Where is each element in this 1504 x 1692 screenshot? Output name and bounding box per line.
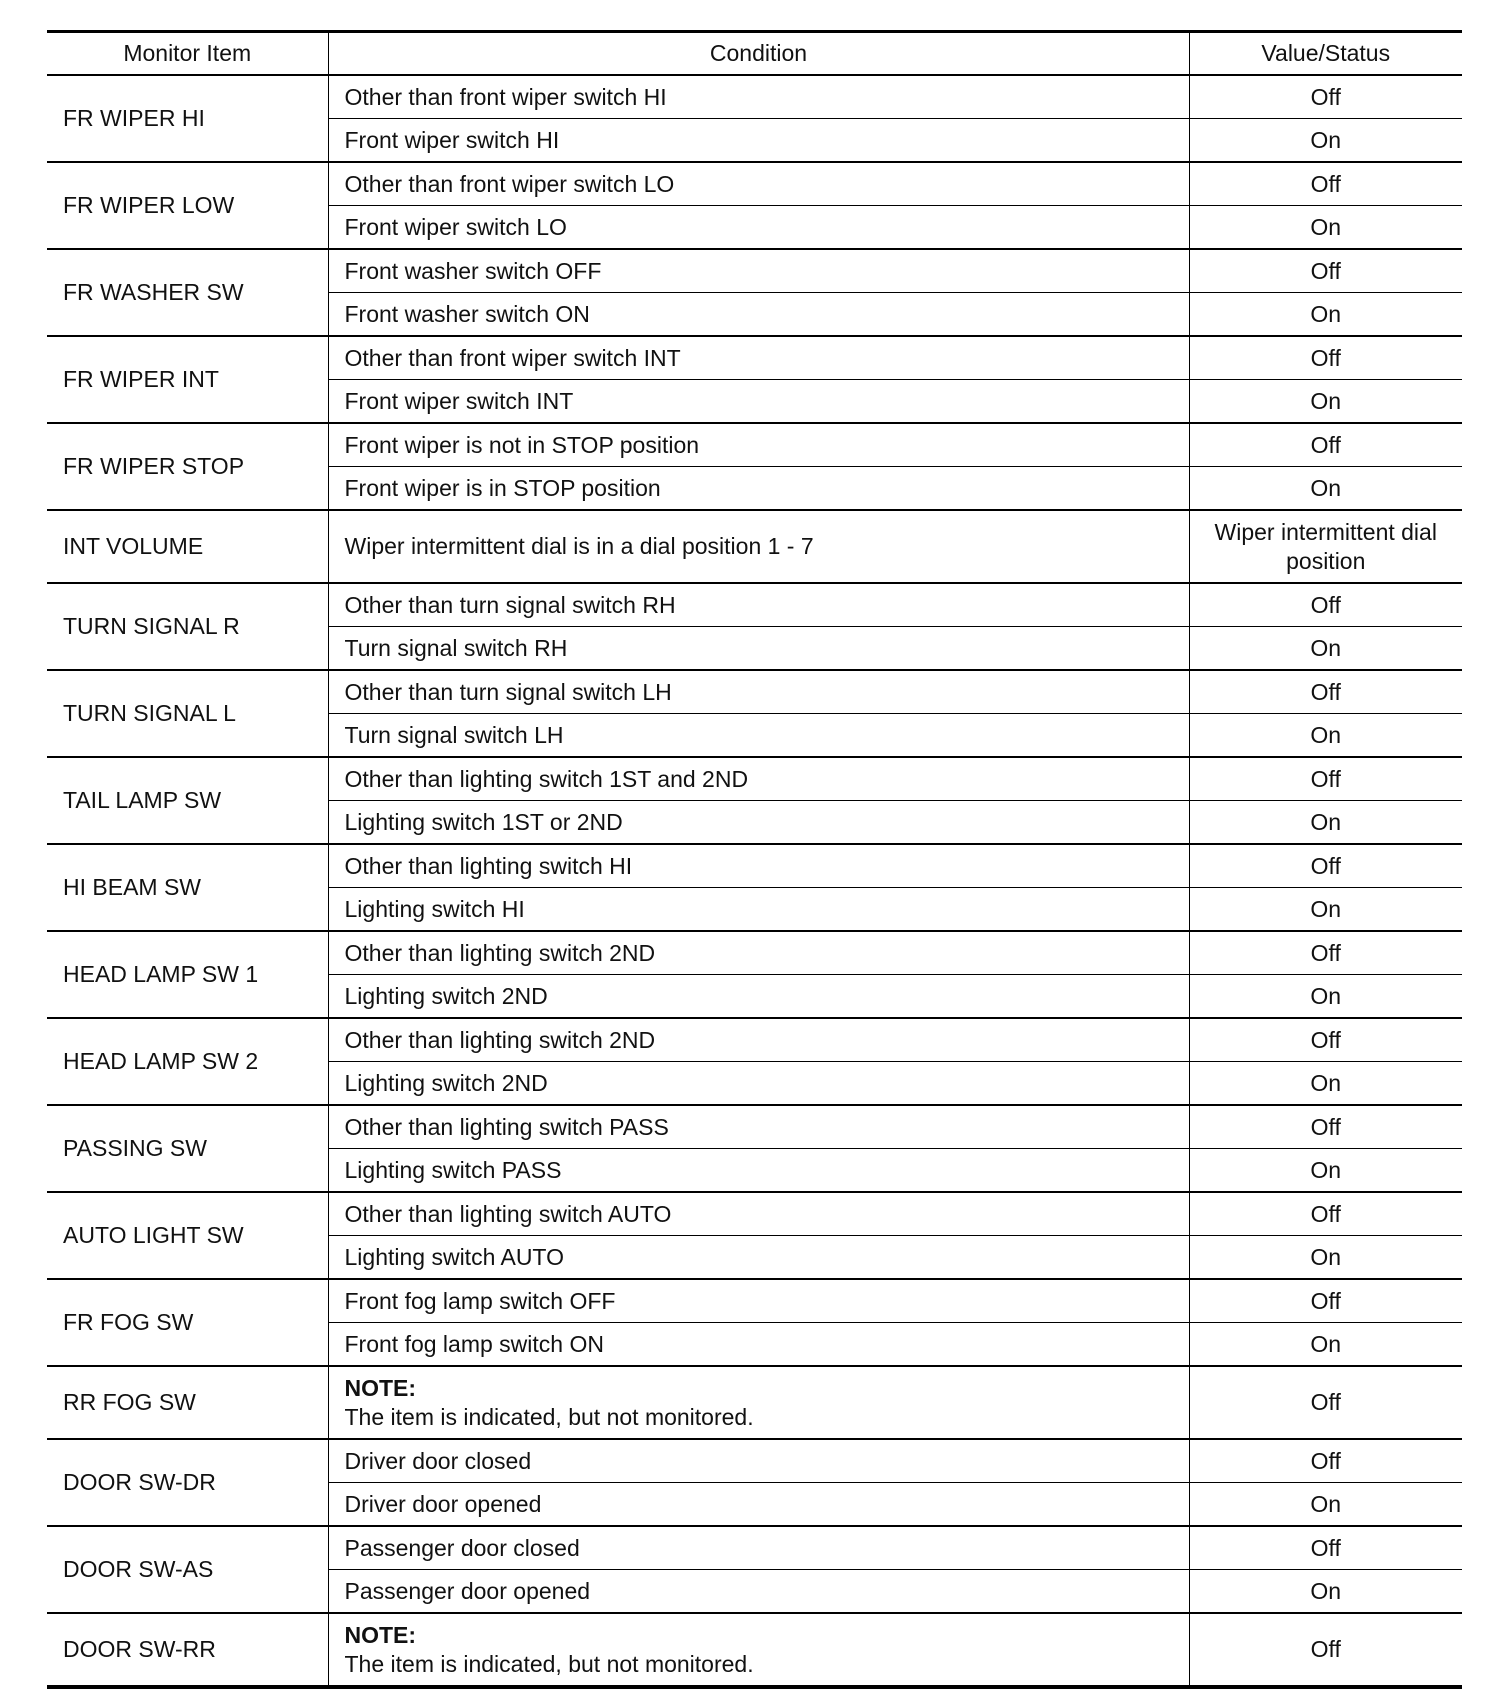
condition-cell: Other than lighting switch AUTO: [328, 1192, 1189, 1236]
table-row: [47, 1526, 1462, 1570]
condition-cell: Turn signal switch LH: [328, 714, 1189, 758]
header-condition: Condition: [328, 32, 1189, 76]
note-text: The item is indicated, but not monitored.: [344, 1403, 754, 1430]
condition-cell: Front wiper is not in STOP position: [328, 423, 1189, 467]
value-status-cell: On: [1189, 467, 1462, 511]
condition-cell: Other than front wiper switch LO: [328, 162, 1189, 206]
value-status-cell: On: [1189, 1149, 1462, 1193]
table-row: [47, 75, 1462, 119]
monitor-item-cell: AUTO LIGHT SW: [47, 1192, 328, 1279]
monitor-item-cell: FR WASHER SW: [47, 249, 328, 336]
monitor-item-cell: FR WIPER HI: [47, 75, 328, 162]
table-row: [47, 510, 1462, 583]
value-status-cell: On: [1189, 206, 1462, 250]
value-status-cell: Off: [1189, 1018, 1462, 1062]
condition-cell: Passenger door closed: [328, 1526, 1189, 1570]
note-label: NOTE:: [344, 1621, 417, 1648]
table-row: [47, 1105, 1462, 1149]
value-status-cell: Off: [1189, 1192, 1462, 1236]
value-status-cell: On: [1189, 1570, 1462, 1614]
monitor-item-cell: TURN SIGNAL R: [47, 583, 328, 670]
table-row: [47, 162, 1462, 206]
value-status-cell: Off: [1189, 249, 1462, 293]
condition-cell: Front fog lamp switch ON: [328, 1323, 1189, 1367]
monitor-item-cell: PASSING SW: [47, 1105, 328, 1192]
table-row: [47, 1279, 1462, 1323]
condition-cell: Front washer switch OFF: [328, 249, 1189, 293]
monitor-item-cell: FR WIPER STOP: [47, 423, 328, 510]
condition-cell: Lighting switch 2ND: [328, 975, 1189, 1019]
value-status-cell: Off: [1189, 423, 1462, 467]
value-status-cell: On: [1189, 293, 1462, 337]
table-row: [47, 844, 1462, 888]
condition-cell: Front washer switch ON: [328, 293, 1189, 337]
monitor-item-cell: RR FOG SW: [47, 1366, 328, 1439]
condition-cell: Other than turn signal switch LH: [328, 670, 1189, 714]
condition-cell: Front fog lamp switch OFF: [328, 1279, 1189, 1323]
table-row: [47, 1192, 1462, 1236]
value-status-cell: On: [1189, 627, 1462, 671]
condition-cell: Other than lighting switch 1ST and 2ND: [328, 757, 1189, 801]
value-status-cell: Off: [1189, 1439, 1462, 1483]
value-status-cell: Off: [1189, 336, 1462, 380]
table-row: [47, 583, 1462, 627]
value-status-cell: Off: [1189, 583, 1462, 627]
value-status-cell: Off: [1189, 1279, 1462, 1323]
condition-cell: Lighting switch HI: [328, 888, 1189, 932]
table-row: [47, 249, 1462, 293]
note-label: NOTE:: [344, 1374, 417, 1401]
condition-cell: Lighting switch AUTO: [328, 1236, 1189, 1280]
monitor-item-cell: TAIL LAMP SW: [47, 757, 328, 844]
table-row: [47, 931, 1462, 975]
value-status-cell: Off: [1189, 757, 1462, 801]
value-status-cell: On: [1189, 1062, 1462, 1106]
value-status-cell: On: [1189, 888, 1462, 932]
condition-cell: Lighting switch 1ST or 2ND: [328, 801, 1189, 845]
condition-cell: Lighting switch 2ND: [328, 1062, 1189, 1106]
value-status-cell: Off: [1189, 162, 1462, 206]
value-status-cell: Off: [1189, 1526, 1462, 1570]
monitor-item-cell: INT VOLUME: [47, 510, 328, 583]
condition-cell: Front wiper switch HI: [328, 119, 1189, 163]
monitor-item-cell: HEAD LAMP SW 2: [47, 1018, 328, 1105]
value-status-cell: On: [1189, 801, 1462, 845]
condition-cell: Front wiper switch INT: [328, 380, 1189, 424]
condition-cell: [328, 1366, 1189, 1439]
value-status-cell: Off: [1189, 75, 1462, 119]
condition-cell: Other than lighting switch HI: [328, 844, 1189, 888]
condition-cell: Other than lighting switch 2ND: [328, 931, 1189, 975]
header-value-status: Value/Status: [1189, 32, 1462, 76]
condition-cell: Front wiper switch LO: [328, 206, 1189, 250]
monitor-item-cell: DOOR SW-RR: [47, 1613, 328, 1687]
value-status-cell: On: [1189, 1323, 1462, 1367]
condition-cell: Driver door closed: [328, 1439, 1189, 1483]
header-row: [47, 32, 1462, 76]
condition-cell: Lighting switch PASS: [328, 1149, 1189, 1193]
condition-cell: Other than lighting switch PASS: [328, 1105, 1189, 1149]
monitor-item-cell: HI BEAM SW: [47, 844, 328, 931]
value-status-cell: On: [1189, 975, 1462, 1019]
monitor-item-table: [47, 30, 1462, 1689]
table-row: [47, 336, 1462, 380]
value-status-cell: On: [1189, 1483, 1462, 1527]
value-status-cell: On: [1189, 1236, 1462, 1280]
condition-cell: Other than turn signal switch RH: [328, 583, 1189, 627]
monitor-item-cell: FR WIPER INT: [47, 336, 328, 423]
table-row: [47, 1439, 1462, 1483]
condition-cell: Wiper intermittent dial is in a dial position 1 - 7: [328, 510, 1189, 583]
monitor-item-cell: FR WIPER LOW: [47, 162, 328, 249]
condition-cell: Turn signal switch RH: [328, 627, 1189, 671]
monitor-item-cell: DOOR SW-DR: [47, 1439, 328, 1526]
table-row: [47, 1366, 1462, 1439]
condition-cell: Other than lighting switch 2ND: [328, 1018, 1189, 1062]
condition-cell: Passenger door opened: [328, 1570, 1189, 1614]
table-row: [47, 1018, 1462, 1062]
value-status-cell: Off: [1189, 1105, 1462, 1149]
table-row: [47, 423, 1462, 467]
value-status-cell: On: [1189, 380, 1462, 424]
monitor-item-cell: HEAD LAMP SW 1: [47, 931, 328, 1018]
table-row: [47, 757, 1462, 801]
value-status-cell: Off: [1189, 670, 1462, 714]
monitor-item-cell: DOOR SW-AS: [47, 1526, 328, 1613]
value-status-cell: Off: [1189, 1366, 1462, 1439]
value-status-cell: On: [1189, 714, 1462, 758]
value-status-cell: Off: [1189, 844, 1462, 888]
condition-cell: Other than front wiper switch INT: [328, 336, 1189, 380]
value-status-cell: Wiper intermittent dial position: [1189, 510, 1462, 583]
table-body: [47, 75, 1462, 1687]
value-status-cell: Off: [1189, 931, 1462, 975]
condition-cell: Front wiper is in STOP position: [328, 467, 1189, 511]
value-status-cell: Off: [1189, 1613, 1462, 1687]
table-row: [47, 670, 1462, 714]
header-monitor-item: Monitor Item: [47, 32, 328, 76]
monitor-item-cell: FR FOG SW: [47, 1279, 328, 1366]
monitor-item-cell: TURN SIGNAL L: [47, 670, 328, 757]
value-status-cell: On: [1189, 119, 1462, 163]
condition-cell: [328, 1613, 1189, 1687]
note-text: The item is indicated, but not monitored.: [344, 1650, 754, 1677]
table-row: [47, 1613, 1462, 1687]
condition-cell: Driver door opened: [328, 1483, 1189, 1527]
condition-cell: Other than front wiper switch HI: [328, 75, 1189, 119]
